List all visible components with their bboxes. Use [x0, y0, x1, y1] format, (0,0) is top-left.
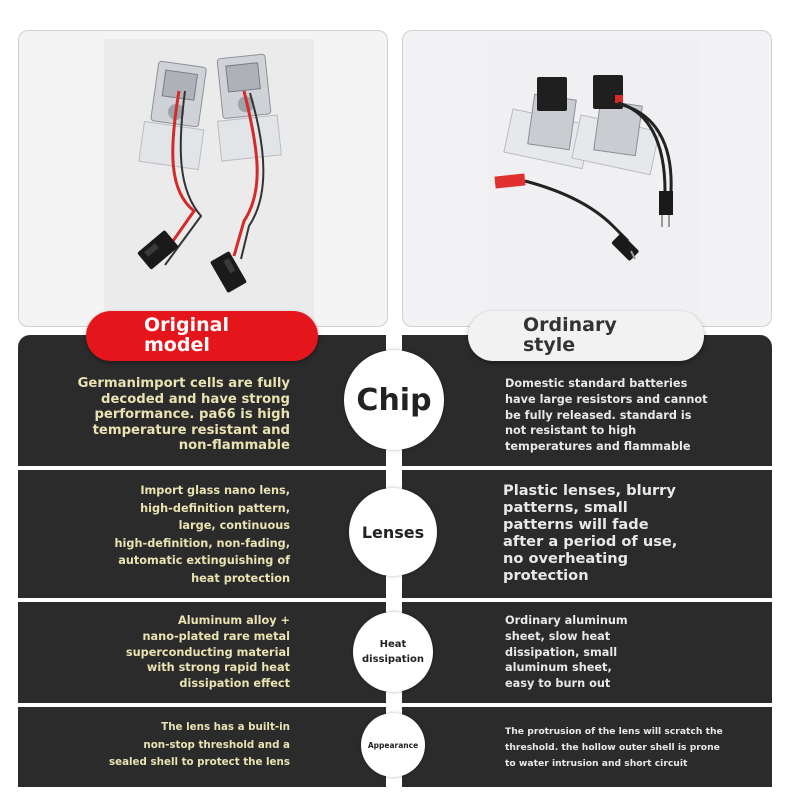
original-chip-text: Germanimport cells are fully decoded and have strong performance. pa66 is high temperature resistant and non-flammable [77, 376, 290, 454]
ordinary-style-label: Ordinary style [468, 311, 704, 361]
original-light-assembly-image [19, 31, 387, 326]
ordinary-light-assembly-image [403, 31, 772, 326]
ordinary-lenses-panel [402, 470, 772, 598]
original-heat-panel [18, 602, 386, 703]
original-appearance-panel [18, 707, 386, 787]
ordinary-appearance-text: The protrusion of the lens will scratch the threshold. the hollow outer shell is prone to water intrusion and short circuit [505, 726, 723, 769]
heat-dissipation-category-badge: Heat dissipation [353, 612, 433, 692]
original-appearance-text: The lens has a built-in non-stop threshold and a sealed shell to protect the lens [108, 721, 290, 768]
appearance-category-badge: Appearance [361, 713, 425, 777]
original-product-photo [18, 30, 388, 327]
ordinary-product-photo [402, 30, 772, 327]
ordinary-heat-panel [402, 602, 772, 703]
original-lenses-panel [18, 470, 386, 598]
original-lenses-text: Import glass nano lens, high-definition pattern, large, continuous high-definition, non-fading, automatic extinguishing of heat protection [114, 484, 290, 586]
chip-category-badge: Chip [344, 350, 444, 450]
lenses-category-badge: Lenses [349, 488, 437, 576]
original-heat-text: Aluminum alloy + nano-plated rare metal superconducting material with strong rapid heat dissipation effect [125, 614, 290, 691]
ordinary-chip-text: Domestic standard batteries have large resistors and cannot be fully released. standard is not resistant to high temperatures and flammable [505, 377, 708, 454]
ordinary-heat-text: Ordinary aluminum sheet, slow heat dissipation, small aluminum sheet, easy to burn out [505, 614, 628, 691]
ordinary-lenses-text: Plastic lenses, blurry patterns, small patterns will fade after a period of use, no overheating protection [503, 482, 678, 585]
ordinary-appearance-panel [402, 707, 772, 787]
original-model-label: Original model [86, 311, 318, 361]
